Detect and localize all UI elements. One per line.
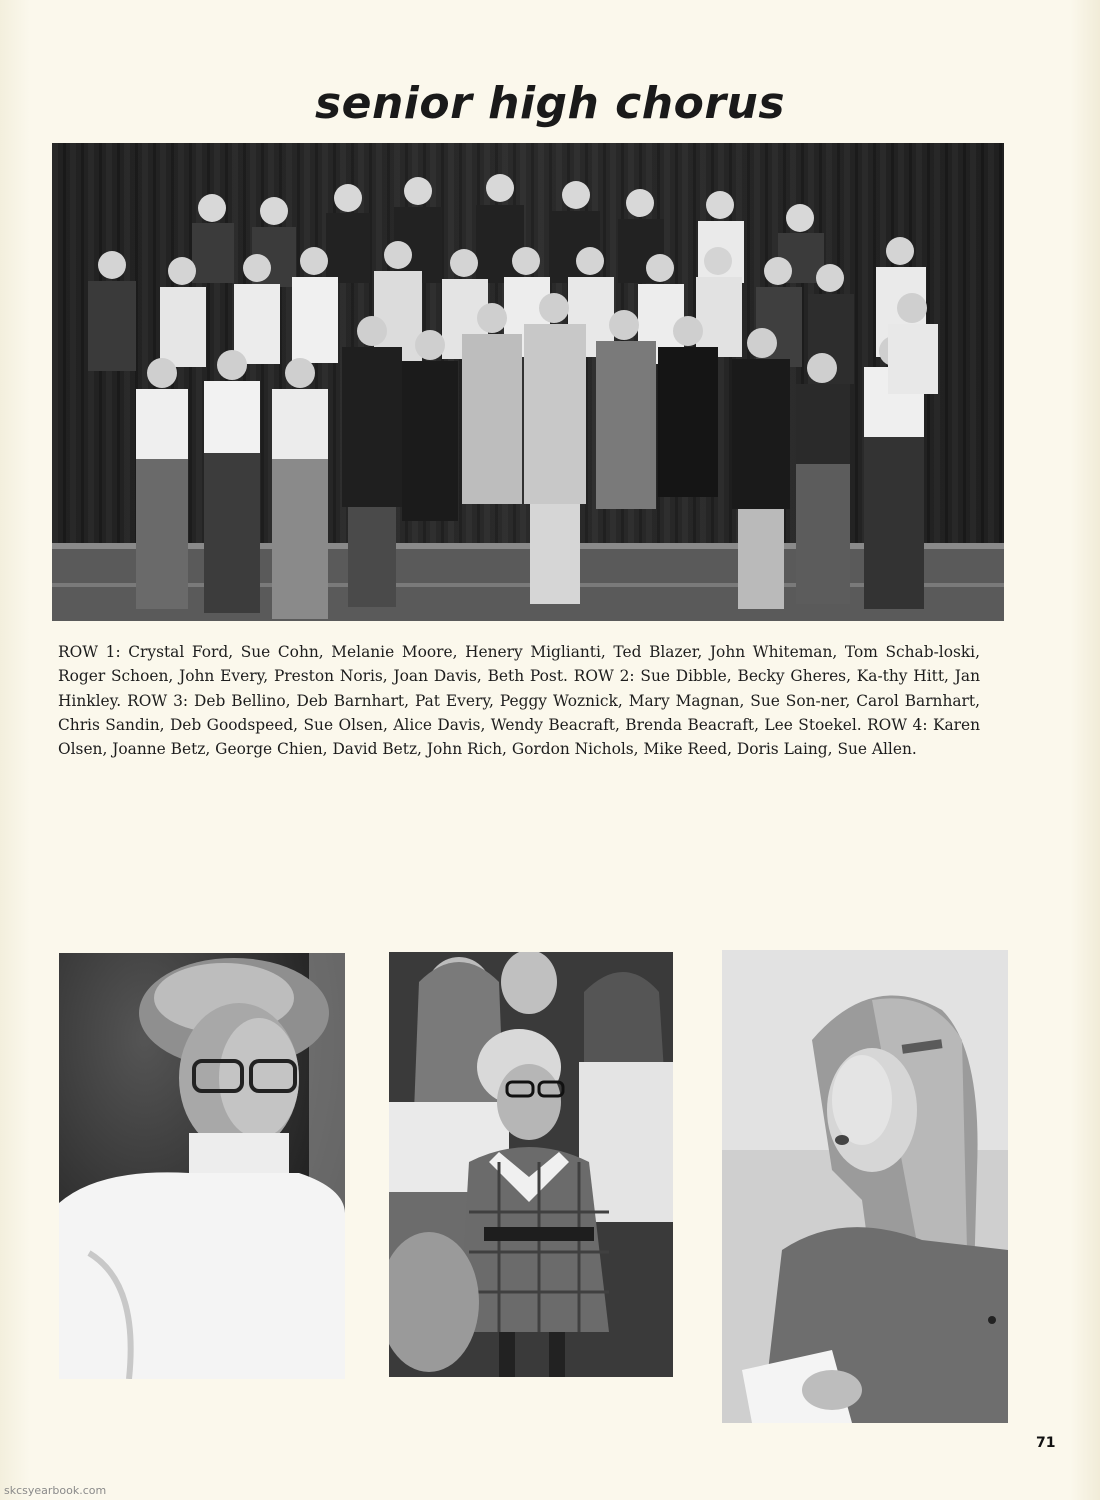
photo-girl-image (722, 950, 1008, 1423)
photo-boy (59, 953, 345, 1379)
group-photo-image (52, 143, 1004, 621)
photo-girl (722, 950, 1008, 1423)
photo-crowd-image (389, 952, 673, 1377)
photo-boy-image (59, 953, 345, 1379)
group-photo-caption: ROW 1: Crystal Ford, Sue Cohn, Melanie Moore, Henery Miglianti, Ted Blazer, John Whiteman, Tom Schab-loski, Roger Schoen, John Every, Preston Noris, Joan Davis, Beth Post. ROW 2: Sue Dibble, Becky Gheres, Ka-thy Hitt, Jan Hinkley. ROW 3: Deb Bellino, Deb Barnhart, Pat Every, Peggy Woznick, Mary Magnan, Sue Son-ner, Carol Barnhart, Chris Sandin, Deb Goodspeed, Sue Olsen, Alice Davis, Wendy Beacraft, Brenda Beacraft, Lee Stoekel. ROW 4: Karen Olsen, Joanne Betz, George Chien, David Betz, John Rich, Gordon Nichols, Mike Reed, Doris Laing, Sue Allen. (58, 643, 980, 759)
page-title: senior high chorus (314, 78, 786, 129)
watermark: skcsyearbook.com (4, 1484, 107, 1497)
photo-crowd (389, 952, 673, 1377)
group-photo (52, 143, 1004, 621)
page-number: 71 (1036, 1435, 1056, 1451)
